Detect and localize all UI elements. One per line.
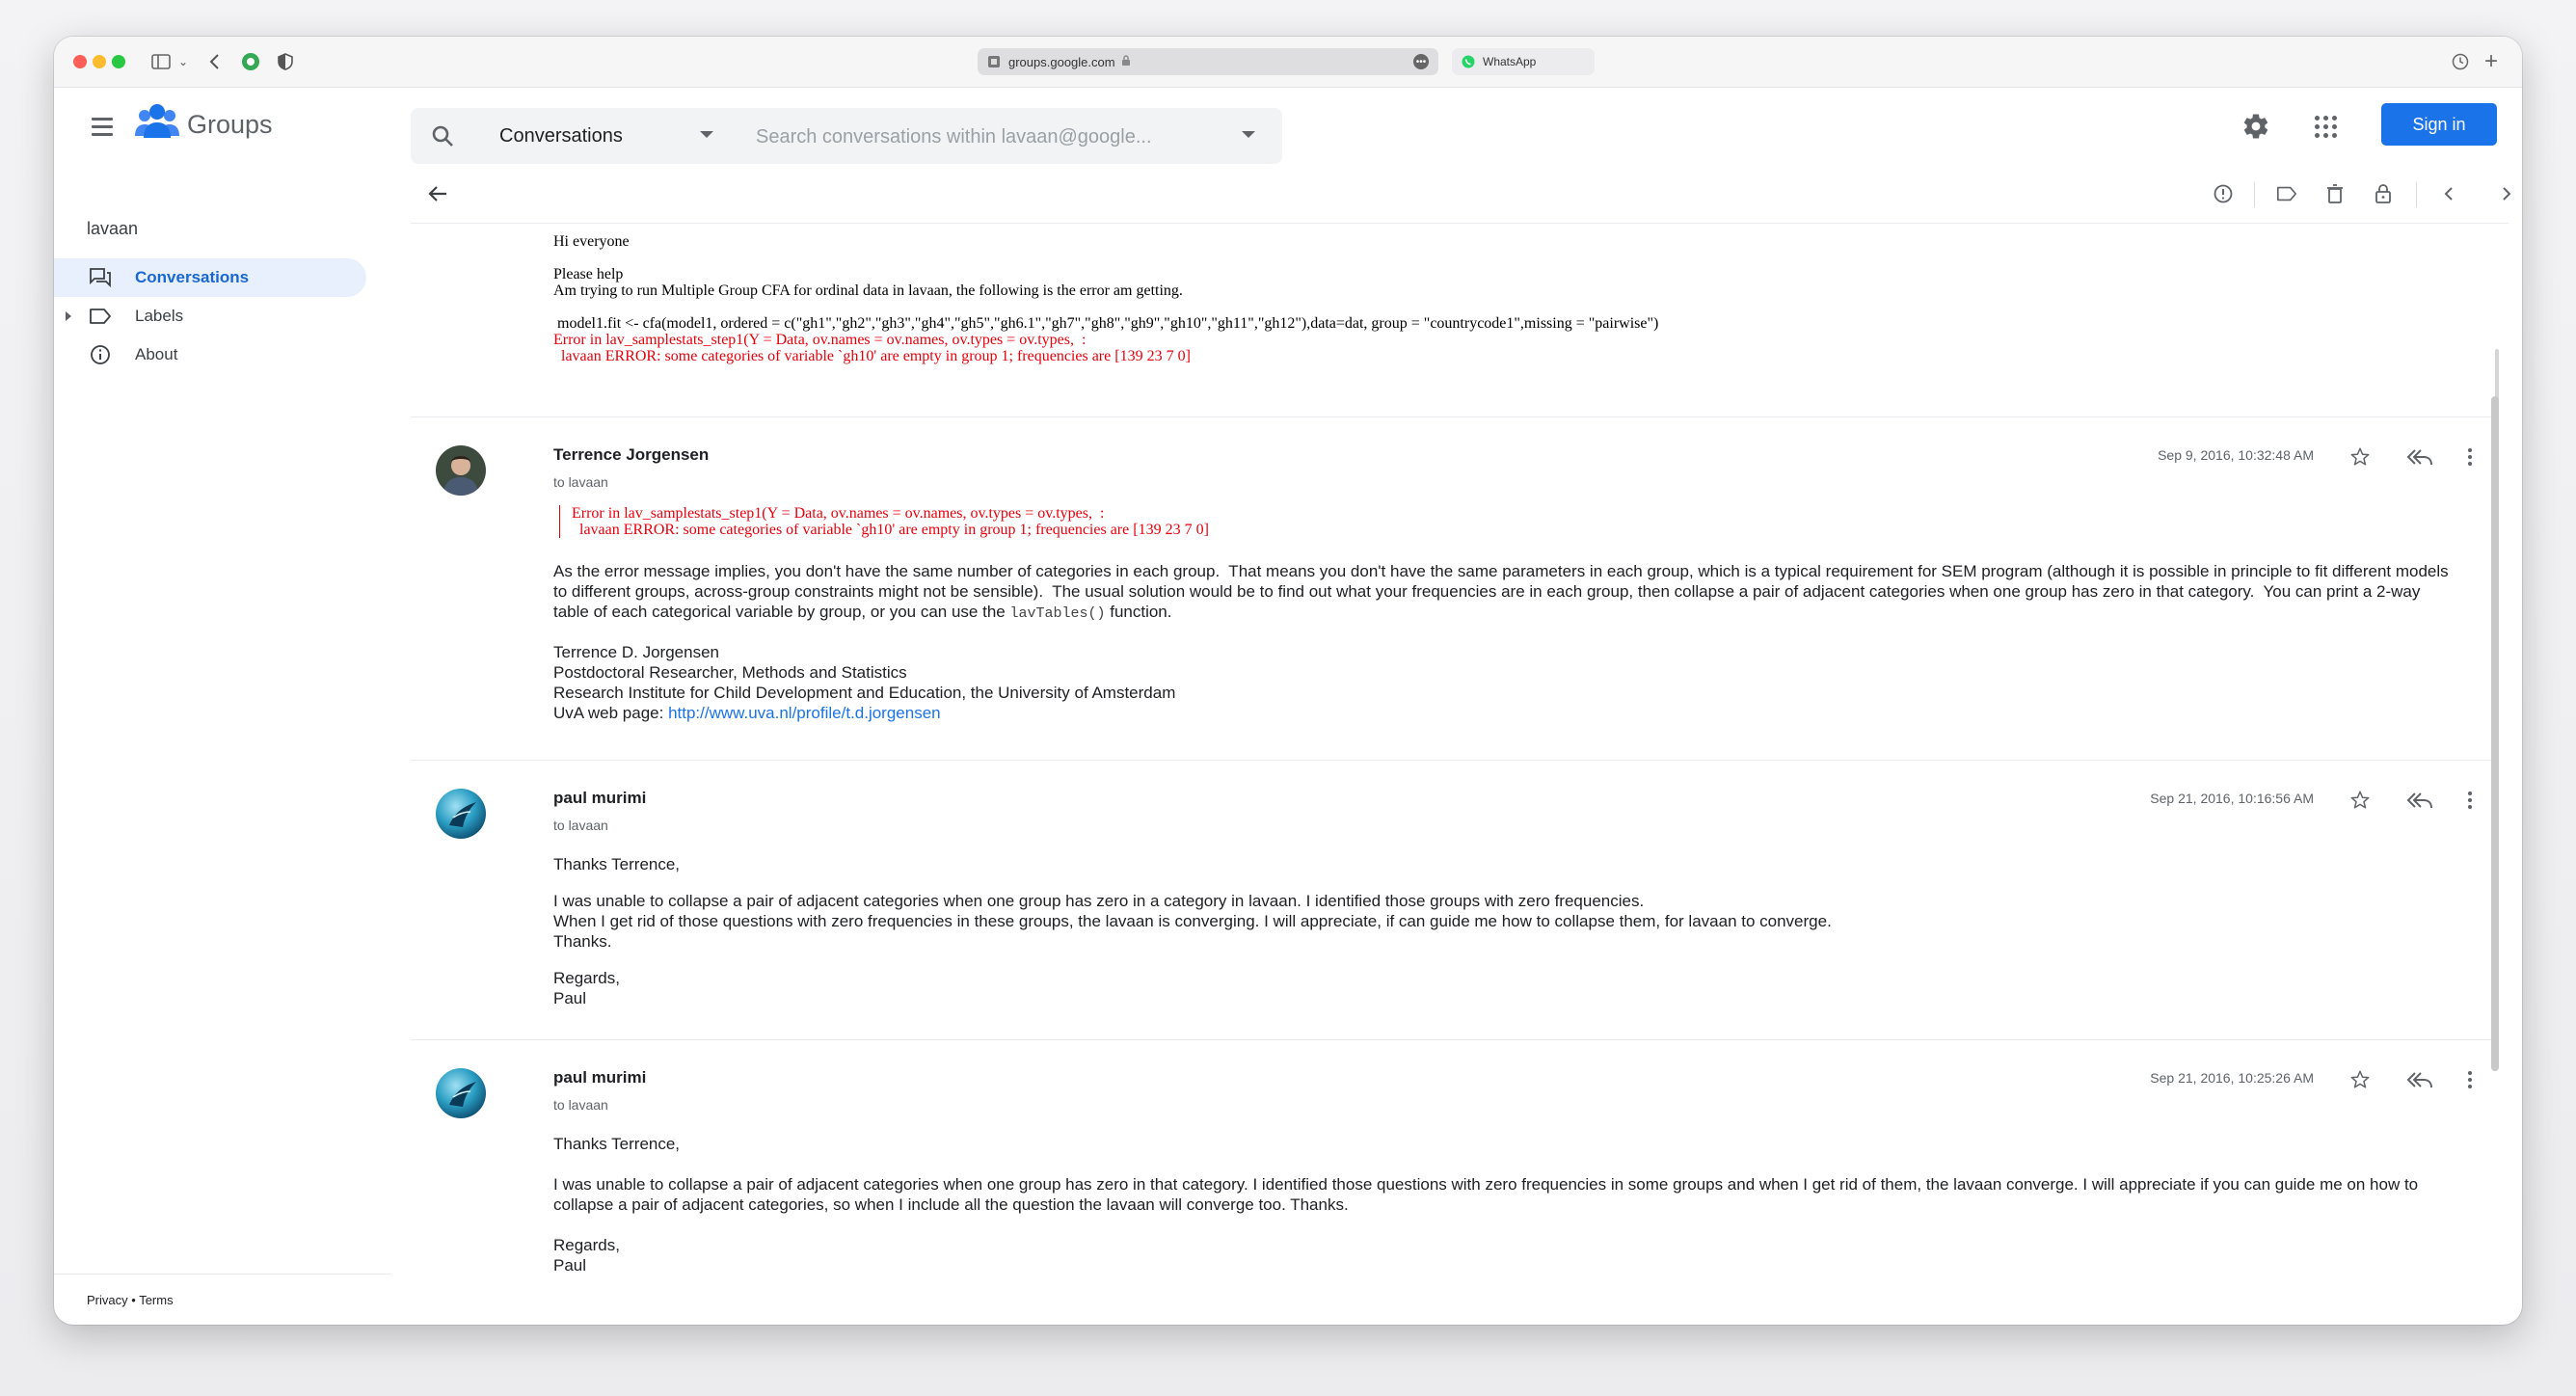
url-text: groups.google.com: [1008, 54, 1115, 69]
sidebar-divider: [54, 1274, 391, 1275]
message-body-line: Paul: [553, 1256, 587, 1275]
more-vert-icon: [2467, 1070, 2473, 1089]
message-date: Sep 9, 2016, 10:32:48 AM: [2158, 447, 2314, 463]
footer-separator: •: [131, 1293, 136, 1307]
bird-avatar-icon: [436, 789, 486, 839]
new-tab-icon[interactable]: +: [2483, 48, 2498, 74]
back-button[interactable]: [424, 180, 451, 207]
more-vert-icon: [2467, 791, 2473, 810]
chevron-left-icon: [2443, 185, 2455, 202]
profile-link[interactable]: http://www.uva.nl/profile/t.d.jorgensen: [668, 704, 941, 722]
apps-grid-icon-dot: [2332, 124, 2337, 129]
more-options-icon[interactable]: •••: [1413, 54, 1429, 69]
delete-button[interactable]: [2321, 180, 2348, 207]
gear-icon: [2241, 112, 2270, 141]
star-icon: [2349, 1069, 2371, 1090]
apps-grid-icon-dot: [2323, 133, 2328, 138]
google-apps-button[interactable]: [2306, 107, 2345, 146]
signature-line: Postdoctoral Researcher, Methods and Statistics: [553, 663, 907, 682]
search-options-caret-icon[interactable]: [1242, 131, 1255, 138]
avatar[interactable]: [436, 1068, 486, 1118]
main-content: [411, 165, 2509, 1325]
chevron-right-icon: [2501, 185, 2512, 202]
site-favicon-icon: [987, 55, 1001, 68]
message-recipient: to lavaan: [553, 474, 608, 490]
message-body-line: I was unable to collapse a pair of adjacent categories when one group has zero in a category in lavaan. I identified those groups with zero frequencies.: [553, 892, 1645, 910]
reply-all-icon: [2406, 790, 2433, 811]
search-scope-select[interactable]: Conversations: [499, 125, 623, 147]
apps-grid-icon-dot: [2323, 124, 2328, 129]
privacy-link[interactable]: Privacy: [87, 1293, 128, 1307]
message-body-line: Thanks Terrence,: [553, 1135, 681, 1153]
zoom-window-button[interactable]: [112, 55, 125, 68]
label-button[interactable]: [2273, 180, 2300, 207]
message-text: table of each categorical variable by group, or you can use the: [553, 603, 1010, 621]
main-menu-button[interactable]: [83, 107, 121, 146]
message-body-line: Hi everyone: [553, 233, 630, 250]
hamburger-icon-bar: [92, 133, 113, 136]
close-window-button[interactable]: [73, 55, 87, 68]
lock-icon: [1121, 55, 1131, 69]
report-button[interactable]: [2210, 180, 2237, 207]
info-icon: [89, 344, 112, 365]
settings-button[interactable]: [2237, 107, 2275, 146]
reply-all-icon: [2406, 446, 2433, 468]
app-name: Groups: [187, 110, 273, 139]
whatsapp-icon: [1462, 55, 1475, 68]
more-vert-icon: [2467, 447, 2473, 467]
star-button[interactable]: [2347, 1066, 2374, 1093]
star-button[interactable]: [2347, 443, 2374, 470]
chevron-down-icon[interactable]: ⌄: [177, 55, 189, 68]
avatar[interactable]: [436, 445, 486, 496]
tab-whatsapp-label: WhatsApp: [1483, 55, 1537, 68]
message-body-line: As the error message implies, you don't have the same number of categories in each group. That means you don't have the same parameters in each group, which is a typical requirement for SEM program (although it is possible in principle to fit different models: [553, 562, 2449, 580]
quoted-error-line: lavaan ERROR: some categories of variable `gh10' are empty in group 1; frequencies are [139 23 7 0]: [572, 522, 1209, 538]
trash-icon: [2326, 184, 2344, 203]
apps-grid-icon-dot: [2332, 116, 2337, 121]
terms-link[interactable]: Terms: [139, 1293, 174, 1307]
sidebar-toggle-icon[interactable]: [147, 48, 175, 75]
message-body-line: Paul: [553, 989, 587, 1007]
reply-all-button[interactable]: [2406, 787, 2433, 814]
extension-icon[interactable]: [239, 48, 262, 75]
message-body-line: Regards,: [553, 969, 620, 987]
group-name: lavaan: [87, 219, 139, 238]
message-body-line: Thanks Terrence,: [553, 855, 681, 873]
more-actions-button[interactable]: [2456, 1066, 2483, 1093]
message-date: Sep 21, 2016, 10:16:56 AM: [2150, 791, 2314, 806]
signature-line: Terrence D. Jorgensen: [553, 643, 719, 661]
browser-window: [54, 37, 2522, 1325]
message-author[interactable]: paul murimi: [553, 789, 647, 807]
report-icon: [2213, 183, 2234, 204]
error-line: lavaan ERROR: some categories of variable `gh10' are empty in group 1; frequencies are [139 23 7 0]: [553, 348, 1191, 364]
sidebar-item-label: About: [135, 345, 178, 363]
app-header: [54, 88, 2522, 165]
lock-button[interactable]: [2370, 180, 2397, 207]
previous-button[interactable]: [2435, 180, 2462, 207]
sidebar-item-about[interactable]: [54, 336, 366, 374]
more-actions-button[interactable]: [2456, 443, 2483, 470]
message-text: function.: [1105, 603, 1172, 621]
caret-down-icon[interactable]: [700, 131, 713, 138]
search-input[interactable]: [754, 118, 1221, 156]
sidebar-item-labels[interactable]: [54, 297, 366, 336]
error-line: Error in lav_samplestats_step1(Y = Data, ov.names = ov.names, ov.types = ov.types, :: [553, 332, 1087, 348]
groups-people-icon: [135, 103, 179, 147]
label-icon: [89, 306, 112, 327]
address-bar[interactable]: [978, 48, 1438, 75]
star-button[interactable]: [2347, 787, 2374, 814]
apps-grid-icon-dot: [2315, 133, 2320, 138]
sidebar-item-conversations[interactable]: [54, 258, 366, 297]
avatar[interactable]: [436, 789, 486, 839]
apps-grid-icon-dot: [2315, 124, 2320, 129]
shield-icon[interactable]: [274, 48, 297, 75]
message-body-line: Am trying to run Multiple Group CFA for ordinal data in lavaan, the following is the error am getting.: [553, 282, 1183, 299]
message-author[interactable]: paul murimi: [553, 1068, 647, 1087]
arrow-back-icon: [426, 182, 449, 205]
more-actions-button[interactable]: [2456, 787, 2483, 814]
next-button[interactable]: [2493, 180, 2520, 207]
message-thread: [411, 224, 2509, 1325]
message-body-line: collapse a pair of adjacent categories, so when I include all the question the lavaan will converge too. Thanks.: [553, 1195, 1349, 1214]
message-card: [411, 1039, 2493, 1325]
hamburger-icon-bar: [92, 125, 113, 128]
reply-all-button[interactable]: [2406, 443, 2433, 470]
reply-all-icon: [2406, 1069, 2433, 1090]
expand-arrow-icon[interactable]: [66, 311, 71, 321]
browser-toolbar: [54, 37, 2522, 88]
quoted-text: [559, 505, 1209, 538]
toolbar-divider: [2254, 182, 2255, 207]
message-body-line: When I get rid of those questions with zero frequencies in these groups, the lavaan is converging. I will appreciate, if can guide me how to collapse them, for lavaan to converge.: [553, 912, 1832, 930]
signature-line: [553, 703, 941, 723]
sidebar-item-label: Conversations: [135, 268, 250, 286]
sign-in-button[interactable]: Sign in: [2381, 103, 2497, 146]
message-body-line: Please help: [553, 266, 624, 282]
hamburger-icon: [92, 118, 113, 121]
message-recipient: to lavaan: [553, 818, 608, 833]
code-line: model1.fit <- cfa(model1, ordered = c("gh1","gh2","gh3","gh4","gh5","gh6.1","gh7","gh8","gh9","gh10","gh11","gh12"),data=dat, group = "countrycode1",missing = "pairwise"): [553, 315, 1659, 332]
thread-toolbar: [411, 165, 2509, 224]
sidebar: [54, 165, 391, 1325]
message-body-line: I was unable to collapse a pair of adjacent categories when one group has zero in that category. I identified those questions with zero frequencies in some groups and when I get rid of them, the lavaan converge. I will appreciate if you can guide me on how to: [553, 1175, 2419, 1194]
search-icon[interactable]: [430, 123, 457, 150]
apps-grid-icon-dot: [2323, 116, 2328, 121]
quoted-error-line: Error in lav_samplestats_step1(Y = Data, ov.names = ov.names, ov.types = ov.types, :: [572, 505, 1105, 522]
message-body-line: [553, 602, 1172, 624]
star-icon: [2349, 790, 2371, 811]
label-outline-icon: [2276, 185, 2297, 202]
lock-icon: [2375, 183, 2392, 204]
groups-logo[interactable]: [135, 103, 273, 147]
sidebar-footer: [87, 1293, 174, 1307]
page-scrollbar[interactable]: [2491, 396, 2499, 1071]
search-bar: [411, 108, 1282, 164]
message-card: [411, 224, 2493, 417]
apps-grid-icon-dot: [2332, 133, 2337, 138]
message-body-line: Thanks.: [553, 932, 612, 951]
message-body-line: Regards,: [553, 1236, 620, 1254]
tab-whatsapp[interactable]: [1452, 48, 1595, 75]
star-icon: [2349, 446, 2371, 468]
message-date: Sep 21, 2016, 10:25:26 AM: [2150, 1070, 2314, 1086]
message-card: [411, 416, 2493, 761]
apps-grid-icon: [2315, 116, 2320, 121]
bird-avatar-icon: [436, 1068, 486, 1118]
message-author[interactable]: Terrence Jorgensen: [553, 445, 710, 464]
message-body-line: to different groups, across-group constraints might not be sensible). The usual solution would be to find out what your frequencies are in each group, then collapse a pair of adjacent categories when one group has zero in that category. You can print a 2-way: [553, 582, 2421, 601]
back-arrow-icon[interactable]: [202, 48, 226, 75]
sidebar-item-label: Labels: [135, 307, 184, 325]
message-recipient: to lavaan: [553, 1097, 608, 1113]
reply-all-button[interactable]: [2406, 1066, 2433, 1093]
signature-text: UvA web page:: [553, 704, 669, 722]
forum-icon: [89, 267, 112, 288]
code-inline: lavTables(): [1009, 605, 1106, 622]
minimize-window-button[interactable]: [93, 55, 106, 68]
person-photo-icon: [436, 445, 486, 496]
signature-line: Research Institute for Child Development and Education, the University of Amsterdam: [553, 684, 1176, 702]
history-icon[interactable]: [2449, 48, 2472, 75]
toolbar-divider: [2416, 182, 2417, 207]
message-card: [411, 760, 2493, 1040]
